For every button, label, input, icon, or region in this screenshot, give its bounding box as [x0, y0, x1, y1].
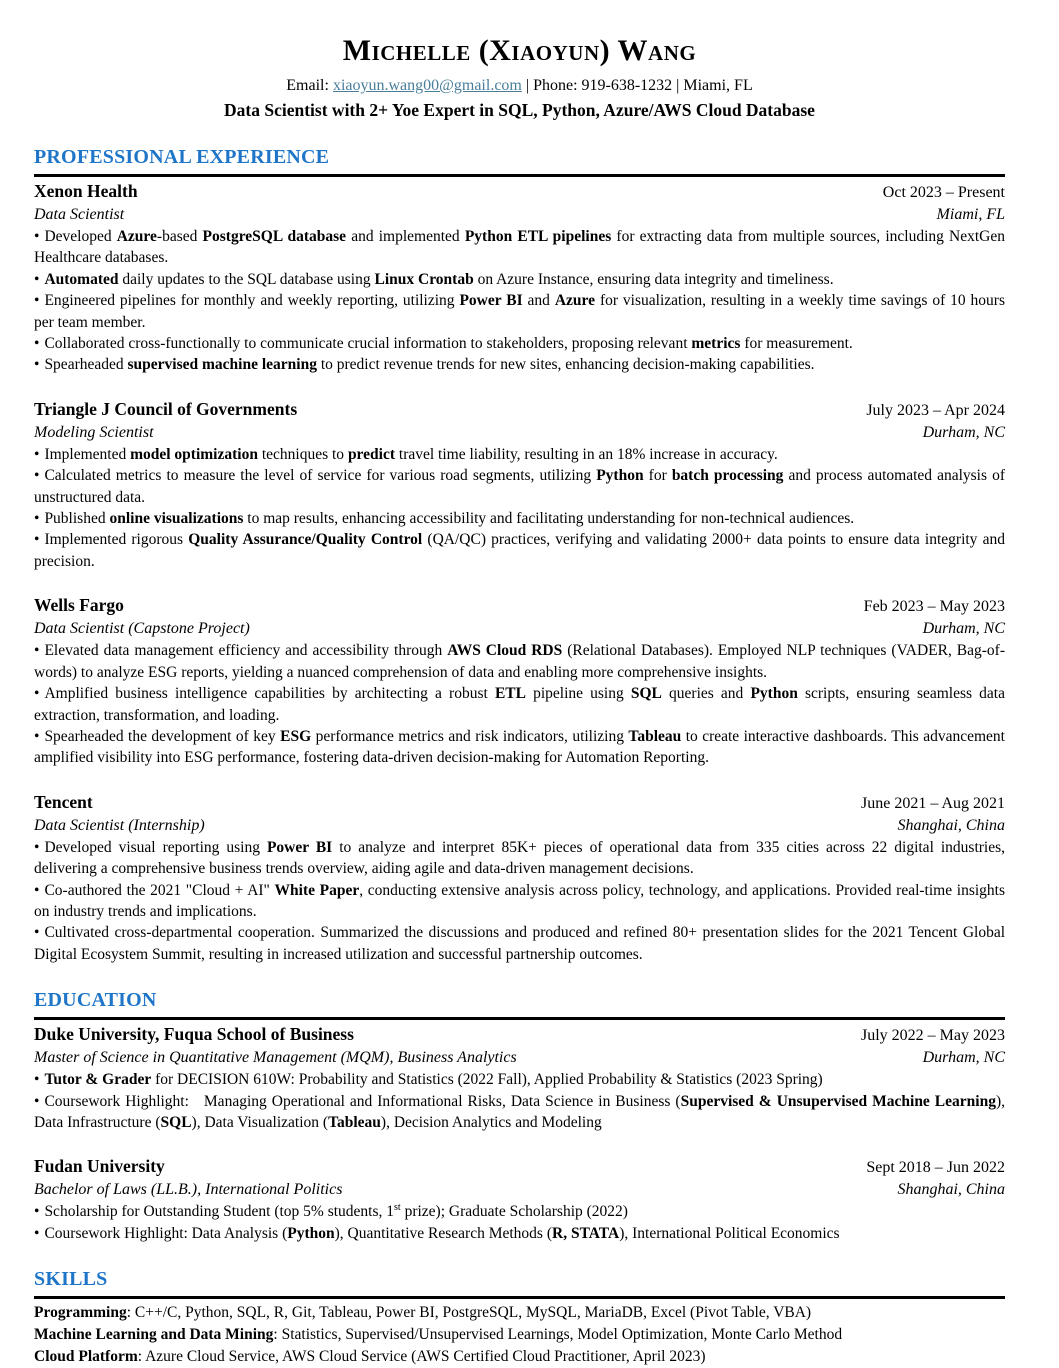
- degree-name: Master of Science in Quantitative Management (MQM), Business Analytics: [34, 1049, 517, 1067]
- skill-line: Programming: C++/C, Python, SQL, R, Git, Tableau, Power BI, PostgreSQL, MySQL, MariaDB, Excel (Pivot Table, VBA): [34, 1304, 812, 1322]
- entry-dates: Feb 2023 – May 2023: [863, 598, 1005, 616]
- bullet-text: Implemented rigorous Quality Assurance/Quality Control (QA/QC) practices, verifying and validating 2000+ data points to ensure data integrity and precision.: [34, 531, 1005, 570]
- bullet-text: Calculated metrics to measure the level of service for various road segments, utilizing Python for batch processing and process automated analysis of unstructured data.: [34, 467, 1005, 506]
- section-professional-experience: [34, 145, 1005, 965]
- bullet-item: [34, 683, 1005, 726]
- separator: |: [521, 77, 534, 94]
- education-entry: [34, 1023, 1005, 1133]
- bullet-marker: •: [34, 1092, 40, 1110]
- skill-line: Cloud Platform: Azure Cloud Service, AWS Cloud Service (AWS Certified Cloud Practitioner, April 2023): [34, 1348, 706, 1366]
- section-skills: [34, 1267, 1005, 1368]
- location-text: Miami, FL: [683, 77, 753, 94]
- resume-header: [34, 34, 1005, 122]
- bullet-marker: •: [34, 270, 40, 288]
- bullet-marker: •: [34, 1203, 40, 1221]
- bullet-marker: •: [34, 924, 40, 942]
- bullet-text: Implemented model optimization techniques to predict travel time liability, resulting in an 18% increase in accuracy.: [44, 445, 778, 463]
- bullet-item: [34, 508, 1005, 529]
- entry-dates: June 2021 – Aug 2021: [861, 794, 1005, 812]
- bullet-text: Elevated data management efficiency and accessibility through AWS Cloud RDS (Relational Databases). Employed NLP techniques (VADER, Bag-of-words) to analyze ESG reports, yielding a nuanced comprehension of data and enabling more comprehensive insights.: [34, 642, 1005, 681]
- bullet-text: Collaborated cross-functionally to communicate crucial information to stakeholders, proposing relevant metrics for measurement.: [44, 335, 853, 353]
- section-divider: [34, 1296, 1005, 1299]
- bullet-marker: •: [34, 228, 40, 245]
- headline: Data Scientist with 2+ Yoe Expert in SQL, Python, Azure/AWS Cloud Database: [224, 100, 815, 120]
- school-name: Fudan University: [34, 1156, 165, 1177]
- bullet-marker: •: [34, 881, 40, 899]
- entry-role: Data Scientist: [34, 206, 125, 223]
- bullet-item: [34, 333, 1005, 354]
- entry-role: Modeling Scientist: [34, 423, 154, 441]
- bullet-marker: •: [34, 685, 40, 703]
- entry-title-row: [34, 594, 1005, 618]
- entry-location: Durham, NC: [922, 620, 1005, 638]
- email-link[interactable]: xiaoyun.wang00@gmail.com: [332, 77, 522, 94]
- school-name: Duke University, Fuqua School of Business: [34, 1024, 354, 1045]
- bullet-item: [34, 1223, 1005, 1244]
- bullet-text: Amplified business intelligence capabilities by architecting a robust ETL pipeline using SQL queries and Python scripts, ensuring seamless data extraction, transformation, and loading.: [34, 685, 1005, 724]
- bullet-text: Coursework Highlight: Managing Operational and Informational Risks, Data Science in Business (Supervised & Unsupervised Machine Learning), Data Infrastructure (SQL), Data Visualization (Tableau), Decision Analytics and Modeling: [34, 1092, 1006, 1131]
- bullet-text: Co-authored the 2021 "Cloud + AI" White Paper, conducting extensive analysis across policy, technology, and applications. Provided real-time insights on industry trends and implications.: [34, 881, 1005, 920]
- experience-entry: [34, 594, 1005, 768]
- bullet-text: Spearheaded supervised machine learning to predict revenue trends for new sites, enhancing decision-making capabilities.: [44, 356, 815, 374]
- skill-line: Machine Learning and Data Mining: Statistics, Supervised/Unsupervised Learnings, Model Optimization, Monte Carlo Method: [34, 1326, 843, 1344]
- experience-entry: [34, 180, 1005, 376]
- entry-title-row: [34, 1155, 1005, 1179]
- entry-degree-row: [34, 1179, 1005, 1201]
- bullet-marker: •: [34, 356, 40, 374]
- company-name: Wells Fargo: [34, 595, 124, 616]
- bullet-item: [34, 354, 1005, 375]
- bullet-item: [34, 1201, 1005, 1222]
- email-label: Email:: [286, 77, 333, 94]
- entry-dates: July 2022 – May 2023: [861, 1027, 1005, 1045]
- bullet-marker: •: [34, 510, 40, 528]
- entry-location: Durham, NC: [922, 1049, 1005, 1067]
- bullet-text: Automated daily updates to the SQL database using Linux Crontab on Azure Instance, ensuring data integrity and timeliness.: [44, 270, 834, 288]
- bullet-text: Published online visualizations to map results, enhancing accessibility and facilitating understanding for non-technical audiences.: [44, 510, 855, 528]
- degree-name: Bachelor of Laws (LL.B.), International Politics: [34, 1181, 343, 1199]
- entry-title-row: [34, 180, 1005, 204]
- entry-title-row: [34, 791, 1005, 815]
- bullet-marker: •: [34, 335, 40, 353]
- entry-role-row: [34, 618, 1005, 640]
- contact-line: [34, 75, 1005, 96]
- bullet-text: Coursework Highlight: Data Analysis (Python), Quantitative Research Methods (R, STATA), International Political Economics: [44, 1224, 840, 1242]
- entry-role: Data Scientist (Capstone Project): [34, 620, 250, 638]
- bullet-list: [34, 226, 1005, 376]
- bullet-text: Scholarship for Outstanding Student (top 5% students, 1st prize); Graduate Scholarship (2022): [44, 1202, 628, 1221]
- bullet-marker: •: [34, 727, 40, 745]
- bullet-text: Developed Azure-based PostgreSQL database and implemented Python ETL pipelines for extracting data from multiple sources, including NextGen Healthcare databases.: [34, 228, 1005, 267]
- entry-role-row: [34, 815, 1005, 837]
- company-name: Xenon Health: [34, 181, 138, 201]
- bullet-item: [34, 880, 1005, 923]
- bullet-item: [34, 837, 1005, 880]
- bullet-marker: •: [34, 292, 40, 310]
- entry-location: Durham, NC: [922, 423, 1005, 441]
- section-divider: [34, 1017, 1005, 1020]
- entry-dates: Sept 2018 – Jun 2022: [866, 1159, 1005, 1177]
- section-heading: PROFESSIONAL EXPERIENCE: [34, 146, 330, 168]
- section-heading: SKILLS: [34, 1268, 108, 1291]
- bullet-marker: •: [34, 642, 40, 660]
- section-heading: EDUCATION: [34, 989, 157, 1012]
- bullet-item: [34, 465, 1005, 508]
- bullet-item: [34, 922, 1005, 965]
- bullet-list: [34, 837, 1005, 965]
- bullet-text: Engineered pipelines for monthly and weekly reporting, utilizing Power BI and Azure for visualization, resulting in a weekly time savings of 10 hours per team member.: [34, 292, 1005, 331]
- bullet-item: [34, 269, 1005, 290]
- entry-role: Data Scientist (Internship): [34, 816, 205, 834]
- bullet-text: Tutor & Grader for DECISION 610W: Probability and Statistics (2022 Fall), Applied Probability & Statistics (2023 Spring): [44, 1071, 823, 1089]
- entry-role-row: [34, 422, 1005, 444]
- bullet-item: [34, 640, 1005, 683]
- entry-location: Shanghai, China: [897, 1181, 1005, 1199]
- bullet-item: [34, 444, 1005, 465]
- bullet-marker: •: [34, 445, 40, 463]
- entry-dates: July 2023 – Apr 2024: [866, 401, 1005, 419]
- bullet-list: [34, 1201, 1005, 1244]
- entry-location: Miami, FL: [936, 206, 1005, 223]
- bullet-marker: •: [34, 838, 40, 856]
- education-entry: [34, 1155, 1005, 1244]
- entry-dates: Oct 2023 – Present: [882, 184, 1005, 201]
- entry-location: Shanghai, China: [897, 816, 1005, 834]
- bullet-item: [34, 529, 1005, 572]
- bullet-marker: •: [34, 1071, 40, 1089]
- bullet-list: [34, 444, 1005, 572]
- company-name: Triangle J Council of Governments: [34, 398, 298, 419]
- entry-title-row: [34, 1023, 1005, 1047]
- bullet-text: Developed visual reporting using Power BI to analyze and interpret 85K+ pieces of operational data from 335 cities across 22 digital industries, delivering a comprehensive business trends overview, aiding agile and data-driven management decisions.: [34, 838, 1006, 878]
- bullet-item: [34, 1069, 1005, 1090]
- skills-body: [34, 1302, 1005, 1368]
- bullet-text: Cultivated cross-departmental cooperation. Summarized the discussions and produced and refined 80+ presentation slides for the 2021 Tencent Global Digital Ecosystem Summit, resulting in increased utilization and successful partnership outcomes.: [34, 924, 1005, 963]
- bullet-marker: •: [34, 467, 40, 485]
- experience-entry: [34, 398, 1005, 572]
- bullet-item: [34, 726, 1005, 769]
- experience-entry: [34, 791, 1005, 965]
- entry-title-row: [34, 398, 1005, 422]
- section-education: [34, 988, 1005, 1244]
- bullet-item: [34, 290, 1005, 333]
- section-divider: [34, 174, 1005, 177]
- bullet-item: [34, 1091, 1005, 1134]
- bullet-list: [34, 640, 1005, 768]
- candidate-name: Michelle (Xiaoyun) Wang: [342, 34, 697, 67]
- bullet-list: [34, 1069, 1005, 1133]
- phone-text: Phone: 919-638-1232: [533, 77, 673, 94]
- bullet-item: [34, 226, 1005, 269]
- entry-role-row: [34, 204, 1005, 226]
- bullet-marker: •: [34, 1224, 40, 1242]
- entry-degree-row: [34, 1047, 1005, 1069]
- bullet-marker: •: [34, 531, 40, 549]
- separator: |: [672, 77, 684, 94]
- bullet-text: Spearheaded the development of key ESG performance metrics and risk indicators, utilizing Tableau to create interactive dashboards. This advancement amplified visibility into ESG performance, fostering data-driven decision-making for Automation Reporting.: [34, 727, 1005, 767]
- company-name: Tencent: [34, 791, 93, 812]
